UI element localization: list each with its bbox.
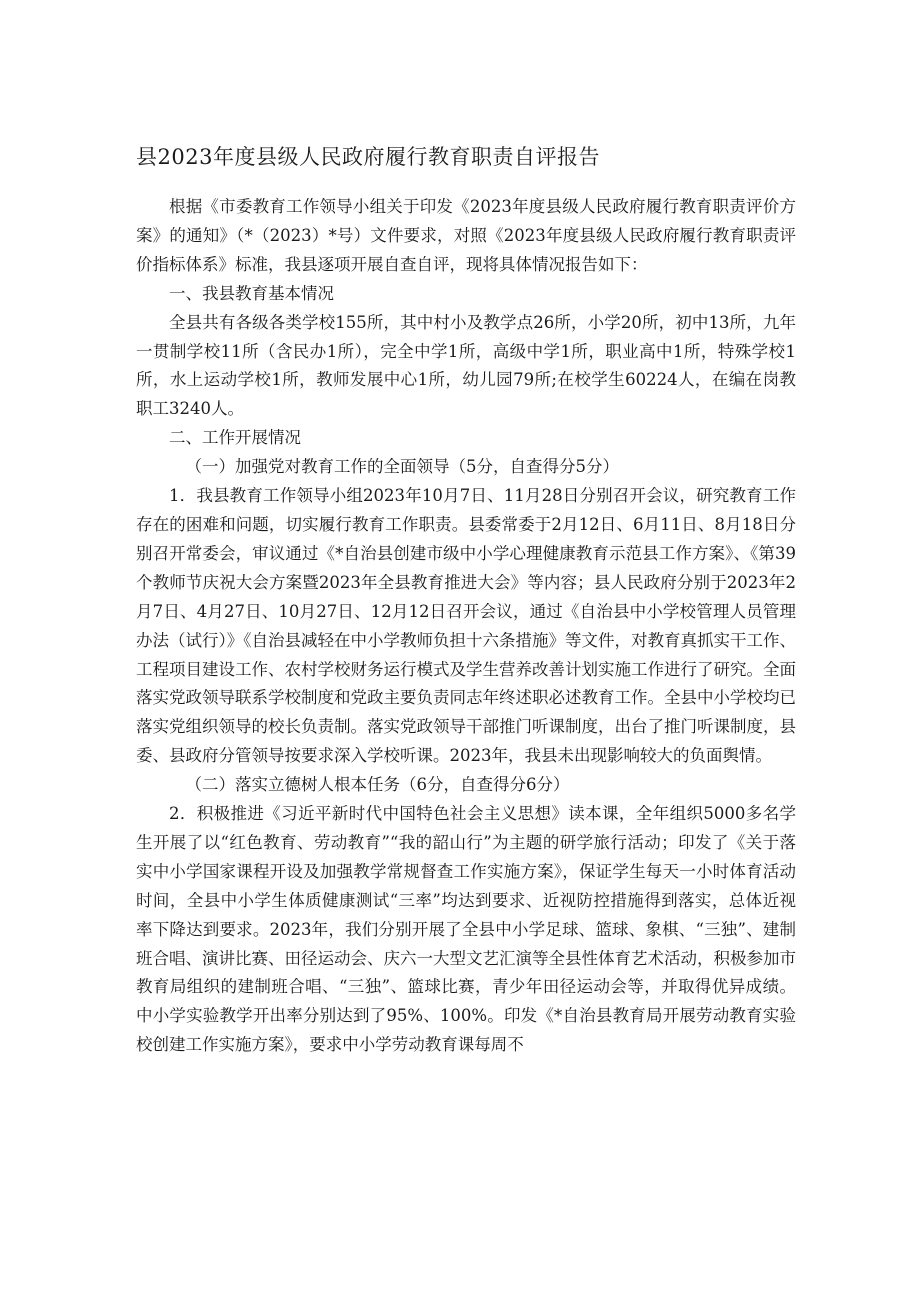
document-title: 县2023年度县级人民政府履行教育职责自评报告 xyxy=(136,145,600,169)
basic-situation-paragraph: 全县共有各级各类学校155所，其中村小及教学点26所，小学20所，初中13所，九年一贯制学校11所（含民办1所），完全中学1所，高级中学1所，职业高中1所，特殊学校1所，水上运动学校1所，教师发展中心1所，幼儿园79所;在校学生60224人，在编在岗教职工3240人。 xyxy=(136,312,796,419)
section-heading-work-progress: 二、工作开展情况 xyxy=(169,428,301,448)
moral-education-paragraph: 2．积极推进《习近平新时代中国特色社会主义思想》读本课，全年组织5000多名学生开展了以“红色教育、劳动教育”“我的韶山行”为主题的研学旅行活动；印发了《关于落实中小学国家课程开设及加强教学常规督查工作实施方案》，保证学生每天一小时体育活动时间，全县中小学生体质健康测试“三率”均达到要求、近视防控措施得到落实，总体近视率下降达到要求。2023年，我们分别开展了全县中小学足球、篮球、象棋、“三独”、建制班合唱、演讲比赛、田径运动会、庆六一大型文艺汇演等全县性体育艺术活动，积极参加市教育局组织的建制班合唱、“三独”、篮球比赛，青少年田径运动会等，并取得优异成绩。中小学实验教学开出率分别达到了95%、100%。印发《*自治县教育局开展劳动教育实验校创建工作实施方案》，要求中小学劳动教育课每周不 xyxy=(136,804,796,1055)
document-body xyxy=(136,193,796,1060)
subsection-heading-moral-education: （二）落实立德树人根本任务（6分，自查得分6分） xyxy=(185,775,570,795)
intro-paragraph: 根据《市委教育工作领导小组关于印发《2023年度县级人民政府履行教育职责评价方案》的通知》（*（2023）*号）文件要求，对照《2023年度县级人民政府履行教育职责评价指标体系》标准，我县逐项开展自查自评，现将具体情况报告如下： xyxy=(136,197,796,274)
section-heading-basic-situation: 一、我县教育基本情况 xyxy=(169,283,334,303)
party-leadership-paragraph: 1．我县教育工作领导小组2023年10月7日、11月28日分别召开会议，研究教育工作存在的困难和问题，切实履行教育工作职责。县委常委于2月12日、6月11日、8月18日分别召开常委会，审议通过《*自治县创建市级中小学心理健康教育示范县工作方案》、《第39个教师节庆祝大会方案暨2023年全县教育推进大会》等内容；县人民政府分别于2023年2月7日、4月27日、10月27日、12月12日召开会议，通过《自治县中小学校管理人员管理办法（试行）》《自治县减轻在中小学教师负担十六条措施》等文件，对教育真抓实干工作、工程项目建设工作、农村学校财务运行模式及学生营养改善计划实施工作进行了研究。全面落实党政领导联系学校制度和党政主要负责同志年终述职必述教育工作。全县中小学校均已落实党组织领导的校长负责制。落实党政领导干部推门听课制度，出台了推门听课制度，县委、县政府分管领导按要求深入学校听课。2023年，我县未出现影响较大的负面舆情。 xyxy=(136,486,796,766)
subsection-heading-party-leadership: （一）加强党对教育工作的全面领导（5分，自查得分5分） xyxy=(185,457,619,477)
